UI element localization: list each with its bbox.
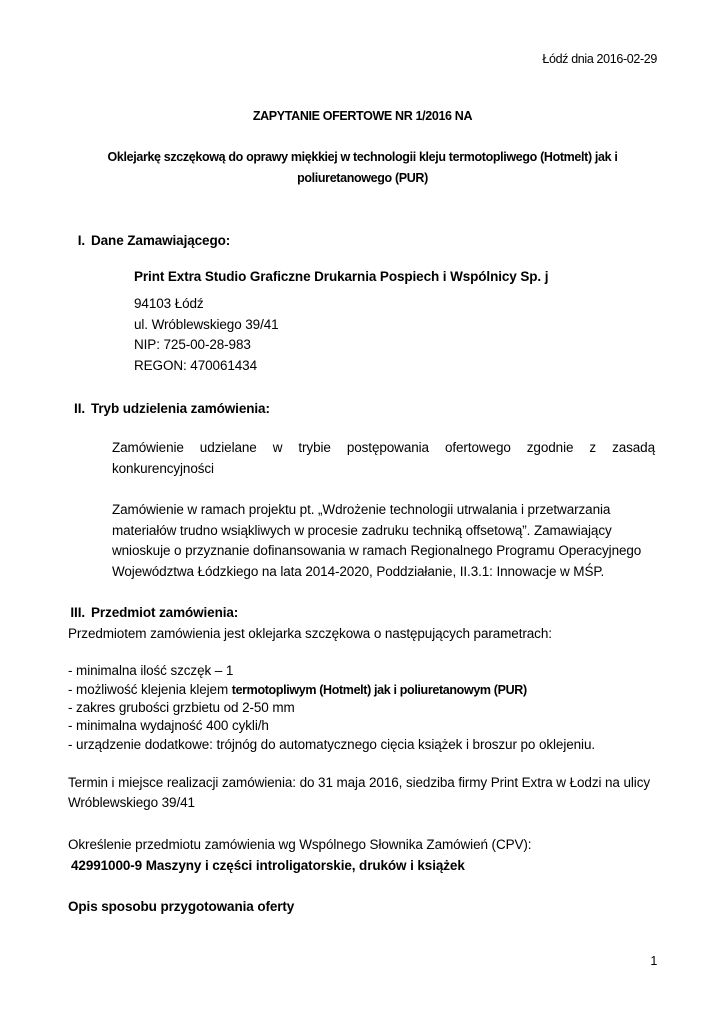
term-line-1: Termin i miejsce realizacji zamówienia: do 31 maja 2016, siedziba firmy Print Extra w Łodzi na ulicy [68, 775, 650, 790]
word: udzielane [199, 440, 257, 455]
project-para-line-4: Województwa Łódzkiego na lata 2014-2020, Poddziałanie, II.3.1: Innowacje w MŚP. [112, 564, 605, 579]
cpv-code: 42991000-9 Maszyny i części introligatorskie, druków i książek [71, 858, 465, 873]
word: w [272, 440, 283, 455]
param-item: - urządzenie dodatkowe: trójnóg do automatycznego cięcia książek i broszur po oklejeniu. [68, 737, 596, 752]
company-name: Print Extra Studio Graficzne Drukarnia Pospiech i Wspólnicy Sp. j [134, 269, 549, 284]
word: trybie [298, 440, 331, 455]
section-3-heading [63, 605, 238, 620]
word: zgodnie [526, 440, 574, 455]
subject-line-2: poliuretanowego (PUR) [297, 171, 428, 185]
word: ofertowego [444, 440, 511, 455]
word: z [589, 440, 597, 455]
offer-preparation-heading: Opis sposobu przygotowania oferty [68, 899, 295, 914]
section-2-title: Tryb udzielenia zamówienia: [91, 401, 270, 416]
term-line-2: Wróblewskiego 39/41 [68, 795, 195, 810]
param-text: - możliwość klejenia klejem [68, 682, 232, 697]
section-1-numeral: I. [77, 233, 85, 248]
address-regon: REGON: 470061434 [134, 358, 257, 373]
cpv-label: Określenie przedmiotu zamówienia wg Wspólnego Słownika Zamówień (CPV): [68, 837, 532, 852]
param-item: - minimalna ilość szczęk – 1 [68, 663, 234, 678]
procedure-para-1-line-2: konkurencyjności [112, 461, 214, 476]
subject-intro: Przedmiotem zamówienia jest oklejarka szczękowa o następujących parametrach: [68, 626, 552, 641]
project-para-line-1: Zamówienie w ramach projektu pt. „Wdrożenie technologii utrwalania i przetwarzania [112, 502, 611, 517]
project-para-line-2: materiałów trudno wsiąkliwych w procesie zadruku techniką offsetową”. Zamawiający [112, 523, 612, 538]
param-bold-text: termotopliwym (Hotmelt) jak i poliuretanowym (PUR) [231, 683, 527, 697]
word: Zamówienie [112, 440, 184, 455]
param-item: - zakres grubości grzbietu od 2-50 mm [68, 700, 295, 715]
section-2-numeral: II. [74, 401, 85, 416]
project-para-line-3: wnioskuje o przyznanie dofinansowania w ramach Regionalnego Programu Operacyjnego [112, 543, 642, 558]
document-title: ZAPYTANIE OFERTOWE NR 1/2016 NA [252, 109, 473, 123]
address-postal: 94103 Łódź [134, 296, 204, 311]
param-item: - minimalna wydajność 400 cykli/h [68, 718, 269, 733]
subject-line-1: Oklejarkę szczękową do oprawy miękkiej w technologii kleju termotopliwego (Hotmelt) jak i [107, 150, 618, 164]
word: zasadą [612, 440, 655, 455]
page-number: 1 [650, 954, 657, 968]
address-street: ul. Wróblewskiego 39/41 [134, 317, 279, 332]
place-date: Łódź dnia 2016-02-29 [542, 52, 657, 66]
section-3-numeral: III. [70, 605, 85, 620]
section-1-heading [63, 233, 230, 248]
param-item [68, 682, 527, 697]
word: postępowania [346, 440, 429, 455]
section-2-heading [63, 401, 270, 416]
address-nip: NIP: 725-00-28-983 [134, 337, 251, 352]
procedure-para-1-line-1 [112, 440, 655, 455]
section-3-title: Przedmiot zamówienia: [91, 605, 239, 620]
section-1-title: Dane Zamawiającego: [91, 233, 231, 248]
